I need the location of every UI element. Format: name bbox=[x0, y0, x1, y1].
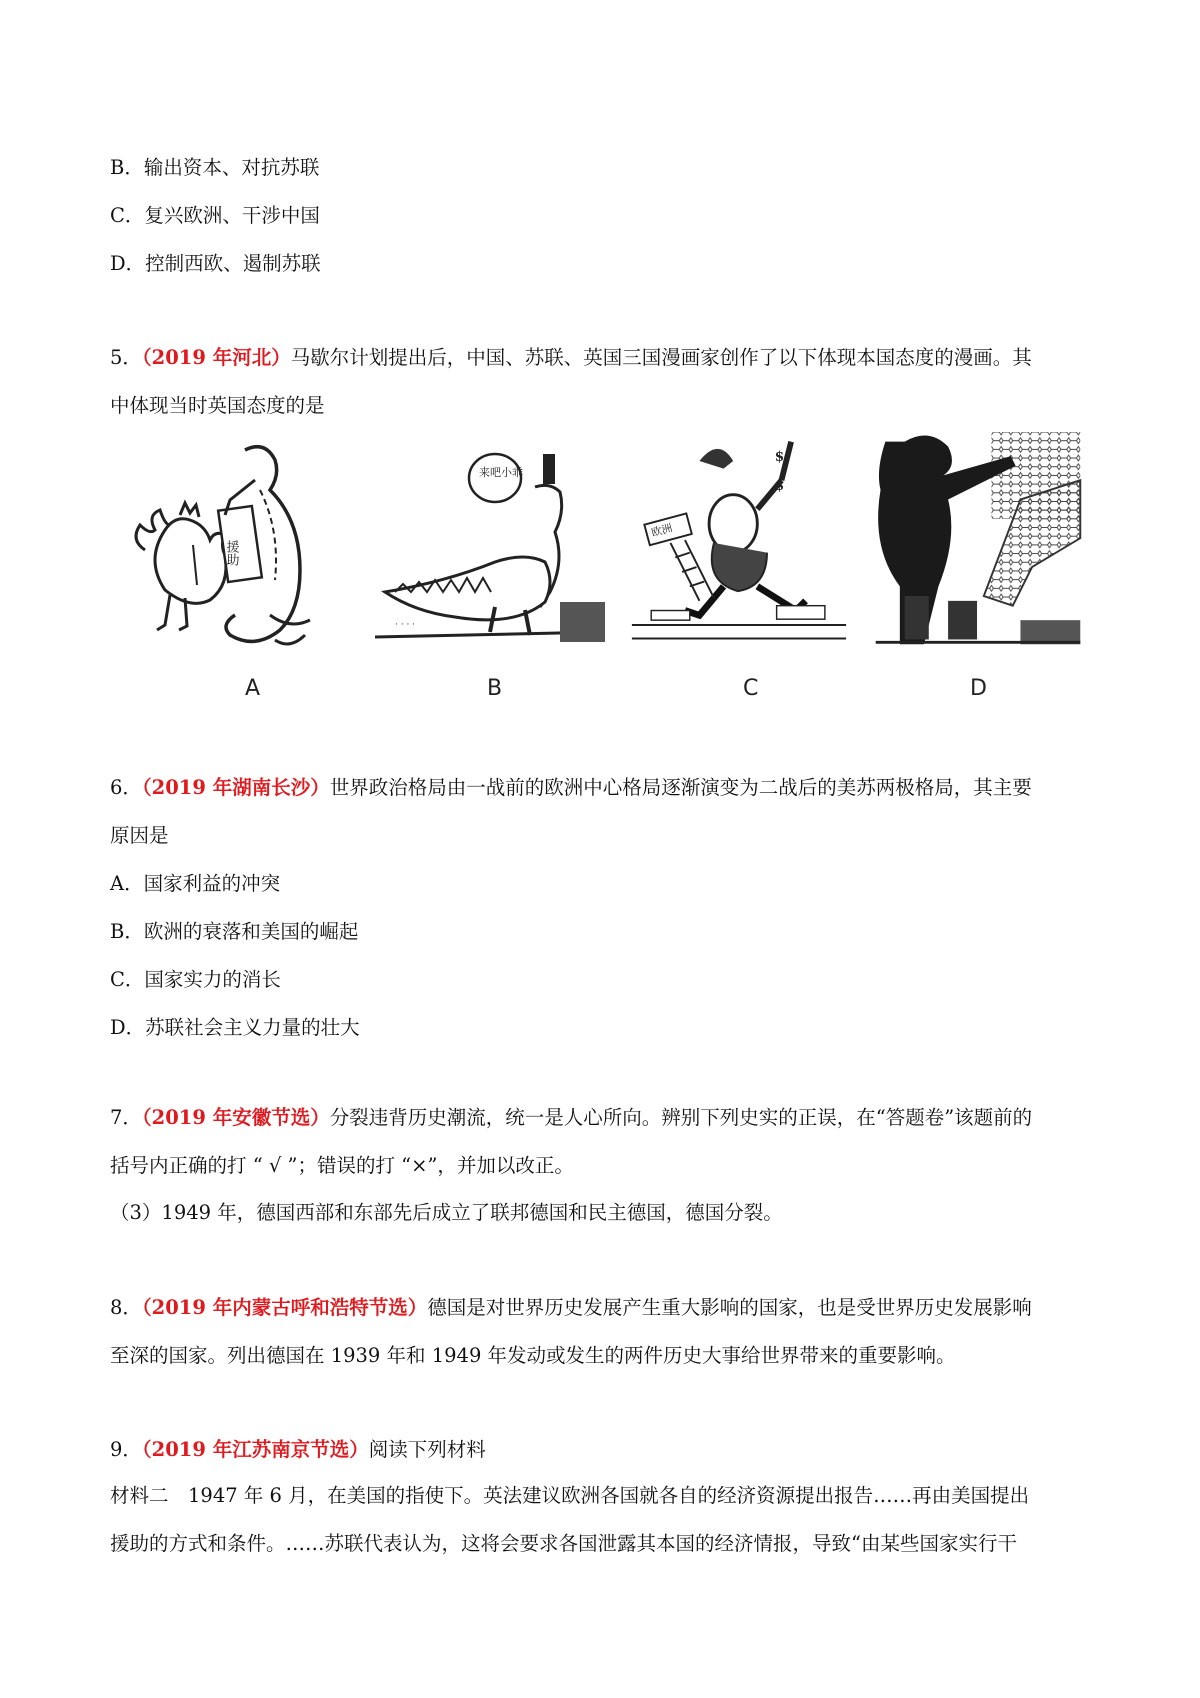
q9-text: 阅读下列材料 bbox=[368, 1438, 486, 1461]
q5-text: 马歇尔计划提出后，中国、苏联、英国三国漫画家创作了以下体现本国态度的漫画。其 bbox=[290, 346, 1032, 369]
q6-number: 6． bbox=[110, 776, 142, 799]
q7-stem-line1 bbox=[110, 1105, 1032, 1131]
q8-text: 德国是对世界历史发展产生重大影响的国家，也是受世界历史发展影响 bbox=[427, 1296, 1032, 1319]
q4-option-b: B．输出资本、对抗苏联 bbox=[110, 156, 320, 179]
q6-text: 世界政治格局由一战前的欧洲中心格局逐渐演变为二战后的美苏两极格局，其主要 bbox=[329, 776, 1032, 799]
q7-text: 分裂违背历史潮流，统一是人心所向。辨别下列史实的正误，在“答题卷”该题前的 bbox=[329, 1106, 1033, 1129]
q9-material-line2: 援助的方式和条件。……苏联代表认为，这将会要求各国泄露其本国的经济情报，导致“由某些国家实行干 bbox=[110, 1532, 1017, 1555]
q5-number: 5． bbox=[110, 346, 142, 369]
q7-stem-line2: 括号内正确的打 “ √ ”；错误的打 “×”，并加以改正。 bbox=[110, 1154, 574, 1177]
cartoon-b bbox=[375, 438, 605, 658]
q5-source: （2019 年河北） bbox=[141, 346, 291, 369]
q6-stem-line2: 原因是 bbox=[110, 824, 169, 847]
cartoon-a-paper-text: 援助 bbox=[223, 540, 239, 566]
svg-text:· · · ·: · · · · bbox=[395, 620, 416, 630]
cartoon-b-bubble-text: 来吧小乖 bbox=[479, 466, 523, 479]
cartoon-a bbox=[125, 440, 340, 660]
q9-number: 9． bbox=[110, 1438, 142, 1461]
q9-material-line1: 材料二 1947 年 6 月，在美国的指使下。英法建议欧洲各国就各自的经济资源提出报告……再由美国提出 bbox=[110, 1484, 1030, 1507]
q6-option-d: D．苏联社会主义力量的壮大 bbox=[110, 1016, 360, 1039]
q6-option-c: C．国家实力的消长 bbox=[110, 968, 281, 991]
q8-number: 8． bbox=[110, 1296, 142, 1319]
q4-option-c: C．复兴欧洲、干涉中国 bbox=[110, 204, 320, 227]
q6-option-b: B．欧洲的衰落和美国的崛起 bbox=[110, 920, 359, 943]
q8-stem-line2: 至深的国家。列出德国在 1939 年和 1949 年发动或发生的两件历史大事给世界带来的重要影响。 bbox=[110, 1344, 956, 1367]
q5-stem-line1 bbox=[110, 345, 1032, 371]
svg-text:$: $ bbox=[774, 448, 785, 465]
q8-stem-line1 bbox=[110, 1295, 1032, 1321]
cartoon-c bbox=[628, 432, 850, 652]
q7-item-3: （3）1949 年，德国西部和东部先后成立了联邦德国和民主德国，德国分裂。 bbox=[110, 1201, 783, 1224]
cartoon-caption-c: C bbox=[743, 676, 759, 701]
q4-option-d: D．控制西欧、遏制苏联 bbox=[110, 252, 321, 275]
q9-source: （2019 年江苏南京节选） bbox=[141, 1438, 369, 1461]
q8-source: （2019 年内蒙古呼和浩特节选） bbox=[141, 1296, 428, 1319]
q7-number: 7． bbox=[110, 1106, 142, 1129]
cartoon-caption-d: D bbox=[970, 676, 987, 701]
svg-text:$: $ bbox=[774, 477, 785, 494]
q7-source: （2019 年安徽节选） bbox=[141, 1106, 330, 1129]
q6-stem-line1 bbox=[110, 775, 1032, 801]
cartoon-d bbox=[872, 432, 1084, 652]
cartoon-caption-a: A bbox=[245, 676, 261, 701]
q6-source: （2019 年湖南长沙） bbox=[141, 776, 330, 799]
q9-stem-line1 bbox=[110, 1437, 486, 1463]
cartoon-caption-b: B bbox=[487, 676, 503, 701]
cartoon-c-sign-text: 欧洲 bbox=[649, 521, 674, 540]
q5-stem-line2: 中体现当时英国态度的是 bbox=[110, 394, 325, 417]
q6-option-a: A．国家利益的冲突 bbox=[110, 872, 281, 895]
